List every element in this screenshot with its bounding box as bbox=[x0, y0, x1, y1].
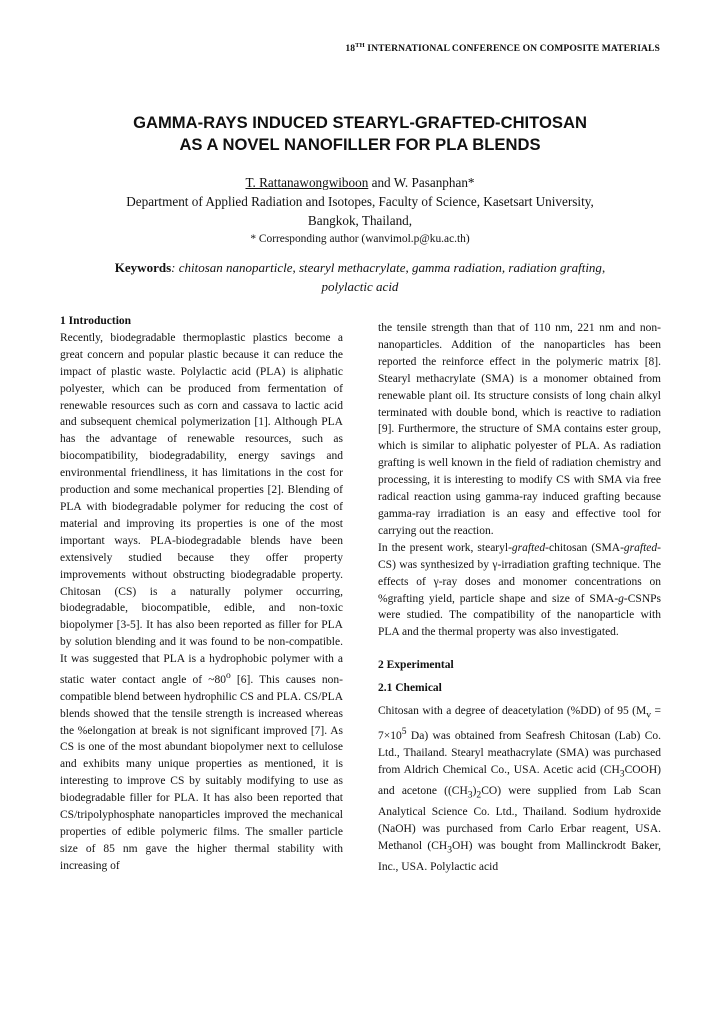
degree-sup: o bbox=[225, 670, 231, 682]
first-author: T. Rattanawongwiboon bbox=[245, 175, 369, 190]
intro-continued-paragraph: the tensile strength than that of 110 nm, 221 nm and non-nanoparticles. Addition of the nanoparticles has been reported the reinforce effect in the polymeric matrix [8]. Stearyl methacrylate (SMA) is a monomer obtained from renewable plant oil. Its structure consists of long chain alkyl terminated with double bond, which is reactive to radiation [9]. Furthermore, the structure of SMA contains ester group, which is similar to aliphatic polyester of PLA. As radiation grafting is well known in the field of radiation chemistry and processing, it is interesting to modify CS with SMA via free radical reaction using gamma-ray induced grafting because gamma-ray irradiation is an easy and effective tool for carrying out the reaction. bbox=[378, 322, 661, 537]
chem-text-f: CO) were supplied from Lab Scan Analytical Science Co. Ltd., Thailand. Sodium hydroxide (NaOH) was purchased from Carlo Erbar reagent, USA. Methanol (CH bbox=[378, 785, 661, 853]
header-ordinal: 18 bbox=[345, 43, 356, 55]
header-superscript: TH bbox=[355, 42, 365, 49]
chemical-paragraph bbox=[378, 703, 661, 876]
chem-sup-5: 5 bbox=[401, 726, 407, 738]
present-work-text-b: -chitosan (SMA- bbox=[545, 541, 624, 554]
right-column bbox=[378, 320, 661, 876]
intro-text-b: [6]. This causes non-compatible blend between hydrophilic CS and PLA. CS/PLA blends showed that the tensile strength is increased whereas the %elongation at break is not significant improved [7]. As CS is one of the most abundant biopolymer next to cellulose and exhibits many unique properties as mentioned, it is interesting to improve CS by suitably modifying to use as biodegradable filler for PLA. It has also been reported that CS/tripolyphosphate nanoparticles improved the mechanical properties of edible polymeric films. The smaller particle size of 85 nm gave the higher thermal stability with increasing of bbox=[60, 673, 343, 872]
conference-header bbox=[0, 42, 660, 54]
affiliation-line-2: Bangkok, Thailand, bbox=[307, 213, 413, 228]
keywords-label: Keywords bbox=[114, 260, 172, 275]
grafted-term-2: grafted bbox=[623, 541, 658, 554]
left-column bbox=[60, 313, 343, 875]
chem-text-b: = 7×10 bbox=[378, 705, 661, 743]
corresponding-author: * Corresponding author (wanvimol.p@ku.ac.th) bbox=[250, 233, 470, 245]
keywords-line-1-end: , bbox=[601, 260, 606, 275]
keywords-block bbox=[0, 258, 720, 296]
chem-text-g: OH) was bought from Mallinckrodt Baker, Inc., USA. Polylactic acid bbox=[378, 840, 661, 874]
chem-sub-3a: 3 bbox=[619, 768, 625, 780]
present-work-text-d: -CSNPs were studied. The compatibility of the nanoparticle with PLA and the thermal property was also investigated. bbox=[378, 592, 661, 639]
keywords-line-1 bbox=[0, 258, 720, 277]
present-work-text-c: -CS) was synthesized by γ-irradiation grafting technique. The effects of γ-ray doses and monomer concentrations on %grafting yield, particle shape and size of SMA- bbox=[378, 541, 661, 605]
chem-sub-3b: 3 bbox=[467, 789, 473, 801]
title-line-1: GAMMA-RAYS INDUCED STEARYL-GRAFTED-CHITOSAN bbox=[133, 113, 587, 132]
present-work-paragraph bbox=[378, 540, 661, 641]
header-text: INTERNATIONAL CONFERENCE ON COMPOSITE MATERIALS bbox=[367, 43, 660, 55]
paper-title bbox=[0, 112, 720, 156]
author-names bbox=[0, 173, 720, 192]
co-authors: and W. Pasanphan* bbox=[368, 175, 475, 190]
grafted-term-1: grafted bbox=[511, 541, 546, 554]
chem-text-a: Chitosan with a degree of deacetylation (%DD) of 95 (M bbox=[378, 705, 647, 718]
chem-sub-3c: 3 bbox=[447, 844, 452, 856]
chem-text-c: Da) was obtained from Seafresh Chitosan (Lab) Co. Ltd., Thailand. Stearyl meathacrylate (SMA) was purchased from Aldrich Chemical Co., USA. Acetic acid (CH bbox=[378, 730, 661, 776]
title-line-2: AS A NOVEL NANOFILLER FOR PLA BLENDS bbox=[179, 135, 541, 154]
keywords-list-1: chitosan nanoparticle, stearyl methacrylate, gamma radiation, radiation grafting bbox=[178, 260, 602, 275]
keywords-colon: : bbox=[171, 260, 179, 275]
author-block bbox=[0, 173, 720, 249]
chem-text-d: COOH) and acetone ((CH bbox=[378, 763, 661, 798]
keywords-line-2 bbox=[0, 277, 720, 296]
section-spacer bbox=[378, 641, 661, 657]
affiliation-line-1: Department of Applied Radiation and Isotopes, Faculty of Science, Kasetsart University, bbox=[126, 194, 594, 209]
experimental-heading: 2 Experimental bbox=[378, 659, 454, 672]
chemical-subheading: 2.1 Chemical bbox=[378, 682, 442, 695]
intro-text-a: Recently, biodegradable thermoplastic plastics become a great concern and popular plastic because it can reduce the impact of plastic waste. Polylactic acid (PLA) is aliphatic polyester, which can be produced from fermentation of renewable resources such as corn and cassava to lactic acid and subsequent chemical polymerization [1]. Although PLA has the advantage of renewable resources, such as biocompatibility, biodegradability, energy savings and environmental friendliness, it has limitations in the cost for production and some mechanical properties [2]. Blending of PLA with biodegradable polymer for reducing the cost of material and improving its properties is one of the most important ways. PLA-biodegradable blends have been extensively studied because they offer property improvements without obstructing biodegradable property. Chitosan (CS) is a naturally polymer occurring, biodegradable, biocompatible, edible, and non-toxic biopolymer [3-5]. It has also been reported as filler for PLA by solution blending and it was found to be non-compatible. It was suggested that PLA is a hydrophobic polymer with a static water contact angle of ~80 bbox=[60, 331, 343, 686]
keywords-list-2: polylactic acid bbox=[321, 279, 399, 294]
introduction-heading: 1 Introduction bbox=[60, 315, 132, 327]
chem-sub-2: 2 bbox=[476, 789, 482, 801]
chem-text-e: ) bbox=[472, 785, 477, 798]
chem-sub-v: v bbox=[646, 709, 652, 721]
g-term: g bbox=[618, 592, 624, 605]
introduction-paragraph bbox=[60, 330, 343, 875]
present-work-text-a: In the present work, stearyl- bbox=[378, 541, 512, 554]
